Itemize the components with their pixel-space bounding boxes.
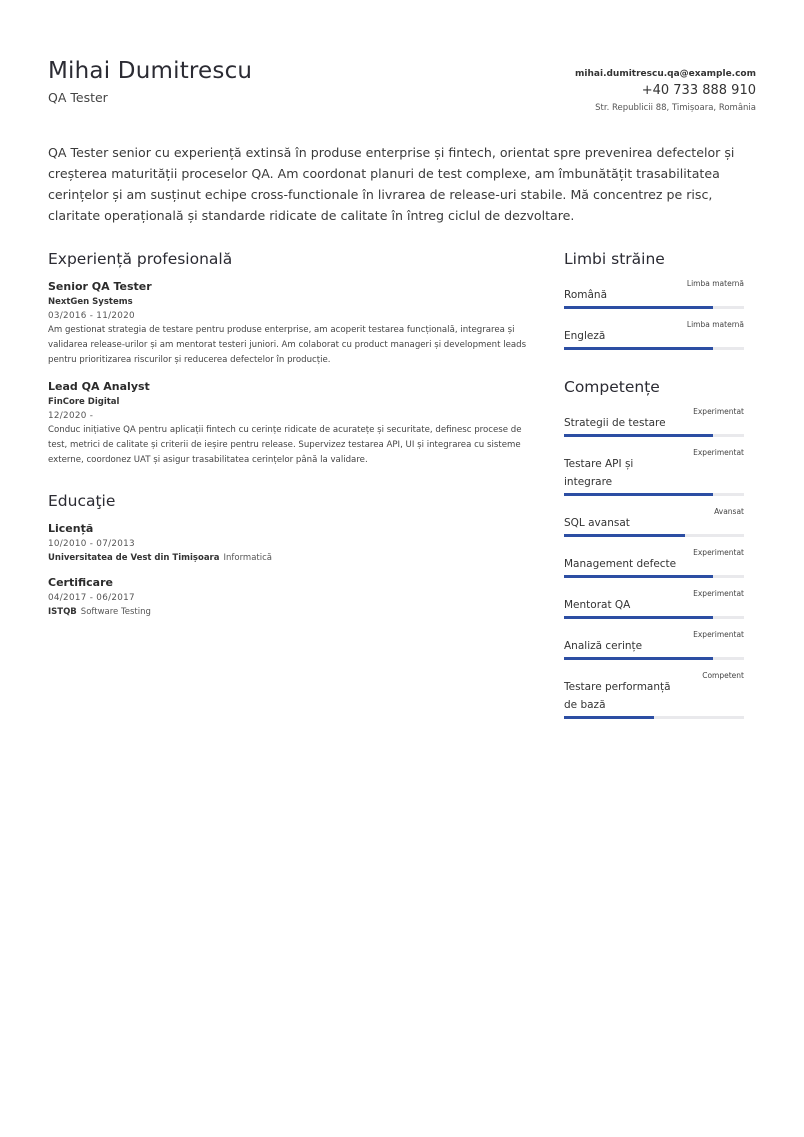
skill-item-level-bar: [564, 657, 744, 660]
skill-item: [564, 506, 744, 537]
skill-item-level-fill: [564, 616, 713, 619]
skill-item: [564, 547, 744, 578]
education-entry: [48, 574, 528, 619]
skill-item-level-bar: [564, 575, 744, 578]
skill-item-name: Management defecte: [564, 558, 677, 570]
skill-item-row: [564, 629, 744, 655]
skill-item: [564, 447, 744, 496]
education-meta: [48, 605, 528, 619]
education-entry: [48, 520, 528, 565]
skills-heading: Competențe: [564, 378, 660, 396]
skill-item-level-fill: [564, 493, 713, 496]
skill-item: [564, 588, 744, 619]
skill-item-level-bar: [564, 493, 744, 496]
field-of-study: Software Testing: [80, 607, 151, 617]
skill-item-level-fill: [564, 434, 713, 437]
skill-item-name: Testare performanță de bază: [564, 681, 671, 711]
languages-heading: Limbi străine: [564, 250, 665, 268]
language-item-level-fill: [564, 306, 713, 309]
skill-item-level-bar: [564, 616, 744, 619]
skill-item-level: Experimentat: [693, 548, 744, 557]
skill-item: [564, 670, 744, 719]
skill-item-level: Experimentat: [693, 407, 744, 416]
skill-item: [564, 629, 744, 660]
side-column: [564, 250, 744, 729]
skill-item-row: [564, 547, 744, 573]
skill-item-level: Avansat: [714, 507, 744, 516]
language-item-row: [564, 319, 744, 345]
degree: Certificare: [48, 576, 113, 589]
job-entry: [48, 278, 528, 368]
phone-number: +40 733 888 910: [641, 83, 756, 98]
education-dates: 04/2017 - 06/2017: [48, 593, 135, 603]
institution: Universitatea de Vest din Timișoara: [48, 553, 220, 563]
language-item: [564, 319, 744, 350]
language-item-level-bar: [564, 347, 744, 350]
skill-item-row: [564, 670, 744, 714]
job-company: NextGen Systems: [48, 297, 133, 307]
field-of-study: Informatică: [223, 553, 272, 563]
skill-item-name: Testare API și integrare: [564, 458, 634, 488]
skills-list: [564, 406, 744, 719]
skill-item-name: Analiză cerințe: [564, 640, 643, 652]
skill-item-level-fill: [564, 575, 713, 578]
skill-item-level-fill: [564, 534, 685, 537]
language-item-level: Limba maternă: [686, 279, 744, 288]
skill-item-name: Strategii de testare: [564, 417, 666, 429]
languages-list: [564, 278, 744, 350]
degree: Licență: [48, 522, 94, 535]
job-title: Senior QA Tester: [48, 280, 152, 293]
skill-item-row: [564, 406, 744, 432]
job-dates: 03/2016 - 11/2020: [48, 311, 135, 321]
job-description: Conduc inițiative QA pentru aplicații fintech cu cerințe ridicate de acuratețe și securitate, definesc procese de test, metrici de calitate și criterii de ieșire pentru release. Supervizez testarea API, UI și integrarea cu sisteme externe, coordonez UAT și asigur trasabilitatea cerințelor până la validare.: [48, 425, 522, 465]
job-company: FinCore Digital: [48, 397, 120, 407]
language-item-row: [564, 278, 744, 304]
skill-item-level-fill: [564, 657, 713, 660]
education-dates: 10/2010 - 07/2013: [48, 539, 135, 549]
skill-item-row: [564, 506, 744, 532]
institution: ISTQB: [48, 607, 77, 617]
language-item-name: Engleză: [564, 330, 606, 342]
profile-summary: QA Tester senior cu experiență extinsă în produse enterprise și fintech, orientat spre prevenirea defectelor și creșterea maturității proceselor QA. Am coordonat planuri de test complexe, am îmbunătățit trasabilitatea cerințelor și am susținut echipe cross-functionale în livrarea de release-uri stabile. Mă concentrez pe risc, claritate operațională și standarde ridicate de calitate în întreg ciclul de dezvoltare.: [48, 145, 735, 223]
skill-item-level-bar: [564, 716, 744, 719]
skill-item-row: [564, 588, 744, 614]
education-heading: Educaţie: [48, 492, 116, 510]
email-link[interactable]: mihai.dumitrescu.qa@example.com: [575, 69, 756, 79]
language-item-name: Română: [564, 289, 607, 301]
language-item-level: Limba maternă: [686, 320, 744, 329]
job-entry: [48, 378, 528, 468]
address: Str. Republicii 88, Timișoara, România: [595, 103, 756, 113]
contact-block: [575, 67, 756, 115]
skill-item-level: Experimentat: [693, 589, 744, 598]
candidate-role: QA Tester: [48, 90, 108, 105]
skill-item-level: Competent: [702, 671, 744, 680]
skill-item-level-bar: [564, 434, 744, 437]
skill-item-level-bar: [564, 534, 744, 537]
skill-item-level: Experimentat: [693, 630, 744, 639]
language-item-level-fill: [564, 347, 713, 350]
skill-item: [564, 406, 744, 437]
candidate-name: Mihai Dumitrescu: [48, 58, 253, 84]
language-item-level-bar: [564, 306, 744, 309]
skill-item-name: SQL avansat: [564, 517, 630, 529]
job-title: Lead QA Analyst: [48, 380, 150, 393]
language-item: [564, 278, 744, 309]
skill-item-row: [564, 447, 744, 491]
job-dates: 12/2020 -: [48, 411, 94, 421]
skill-item-level: Experimentat: [693, 448, 744, 457]
skill-item-name: Mentorat QA: [564, 599, 631, 611]
main-column: [48, 250, 528, 628]
education-meta: [48, 551, 528, 565]
skill-item-level-fill: [564, 716, 654, 719]
job-description: Am gestionat strategia de testare pentru produse enterprise, am acoperit testarea funcțională, integrarea și validarea release-urilor și am mentorat testeri juniori. Am colaborat cu product manageri și development leads pentru prioritizarea riscurilor și reducerea defectelor în producție.: [48, 325, 527, 365]
experience-heading: Experiență profesională: [48, 250, 233, 268]
